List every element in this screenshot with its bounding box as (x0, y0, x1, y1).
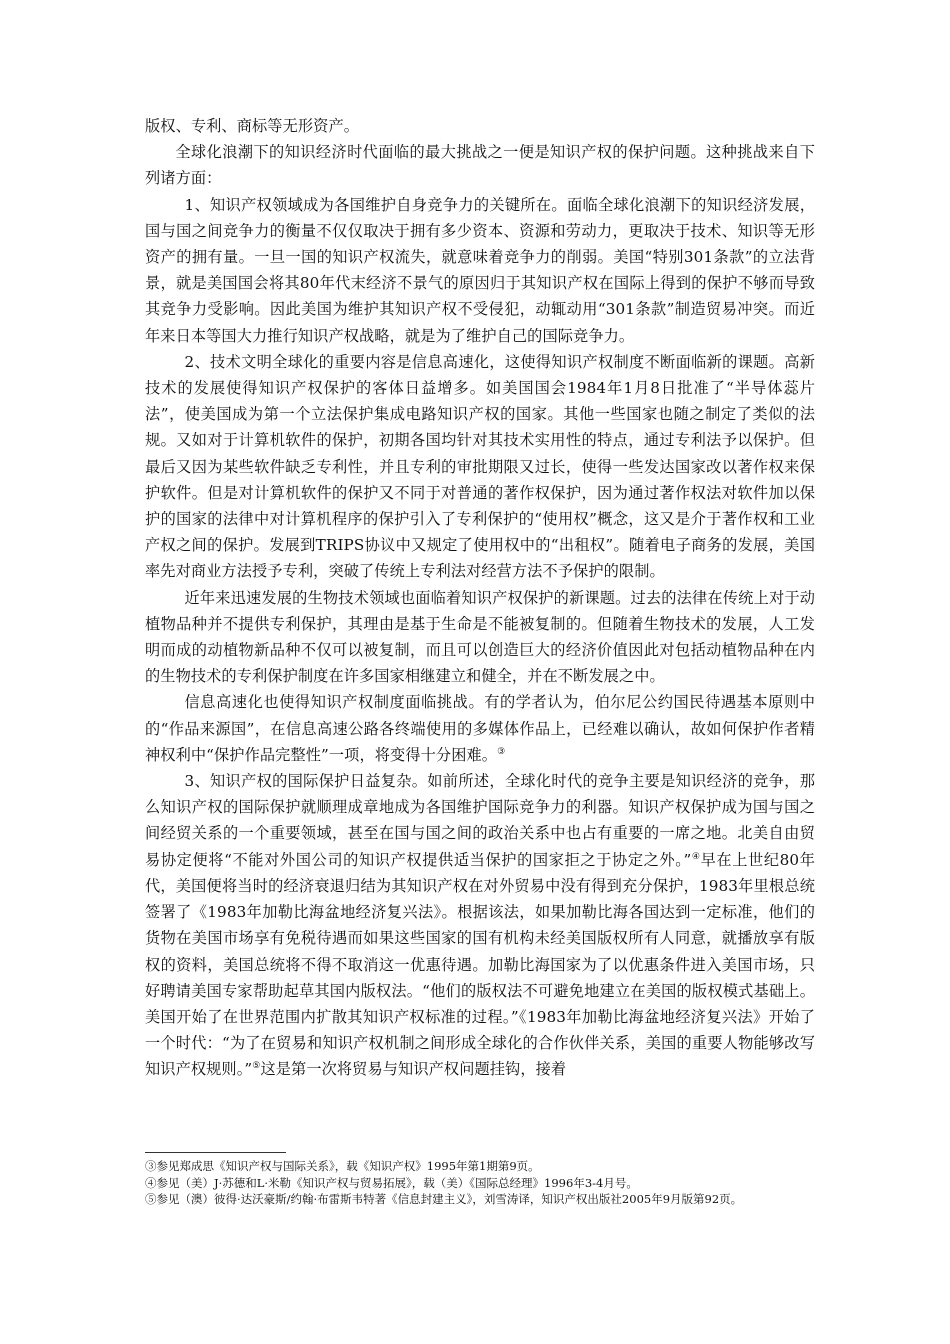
footnote-mark-5[interactable]: ⑤ (252, 1061, 261, 1072)
paragraph-info-highway: 信息高速化也使得知识产权制度面临挑战。有的学者认为，伯尔尼公约国民待遇基本原则中的“作品来源国”，在信息高速公路各终端使用的多媒体作品上，已经难以确认，故如何保护作者精神权利中“保护作品完整性”一项，将变得十分困难。③ (145, 693, 815, 764)
paragraph-biotech: 近年来迅速发展的生物技术领域也面临着知识产权保护的新课题。过去的法律在传统上对于动植物品种并不提供专利保护，其理由是基于生命是不能被复制的。但随着生物技术的发展，人工发明而成的动植物新品种不仅可以被复制，而且可以创造巨大的经济价值因此对包括动植物品种在内的生物技术的专利保护制度在许多国家相继建立和健全，并在不断发展之中。 (145, 588, 815, 686)
body-text (145, 113, 815, 1083)
paragraph-point-3: 3、知识产权的国际保护日益复杂。如前所述，全球化时代的竞争主要是知识经济的竞争，那么知识产权的国际保护就顺理成章地成为各国维护国际竞争力的利器。知识产权保护成为国与国之间经贸关系的一个重要领域，甚至在国与国之间的政治关系中也占有重要的一席之地。北美自由贸易协定便将“不能对外国公司的知识产权提供适当保护的国家拒之于协定之外。”④早在上世纪80年代，美国便将当时的经济衰退归结为其知识产权在对外贸易中没有得到充分保护，1983年里根总统签署了《1983年加勒比海盆地经济复兴法》。根据该法，如果加勒比海各国达到一定标准，他们的货物在美国市场享有免税待遇而如果这些国家的国有机构未经美国版权所有人同意，就播放享有版权的资料，美国总统将不得不取消这一优惠待遇。加勒比海国家为了以优惠条件进入美国市场，只好聘请美国专家帮助起草其国内版权法。“他们的版权法不可避免地建立在美国的版权模式基础上。美国开始了在世界范围内扩散其知识产权标准的过程。”《1983年加勒比海盆地经济复兴法》开始了一个时代：“为了在贸易和知识产权机制之间形成全球化的合作伙伴关系，美国的重要人物能够改写知识产权规则。”⑤这是第一次将贸易与知识产权问题挂钩，接着 (145, 772, 816, 1079)
paragraph-intro-fragment: 版权、专利、商标等无形资产。 (145, 117, 360, 135)
footnote-mark-4[interactable]: ④ (691, 851, 701, 862)
footnotes (145, 1158, 815, 1208)
paragraph-point-1: 1、知识产权领域成为各国维护自身竞争力的关键所在。面临全球化浪潮下的知识经济发展，国与国之间竞争力的衡量不仅仅取决于拥有多少资本、资源和劳动力，更取决于技术、知识等无形资产的拥有量。一旦一国的知识产权流失，就意味着竞争力的削弱。美国“特别301条款”的立法背景，就是美国国会将其80年代末经济不景气的原因归于其知识产权在国际上得到的保护不够而导致其竞争力受影响。因此美国为维护其知识产权不受侵犯，动辄动用“301条款”制造贸易冲突。而近年来日本等国大力推行知识产权战略，就是为了维护自己的国际竞争力。 (145, 195, 815, 345)
footnote-4: ④参见（美）J·苏德和L·米勒《知识产权与贸易拓展》，载（美）《国际总经理》1996年3-4月号。 (145, 1175, 638, 1190)
footnote-mark-3[interactable]: ③ (497, 746, 506, 757)
footnote-divider (145, 1152, 286, 1153)
paragraph-point-2: 2、技术文明全球化的重要内容是信息高速化，这使得知识产权制度不断面临新的课题。高新技术的发展使得知识产权保护的客体日益增多。如美国国会1984年1月8日批准了“半导体蕊片法”，使美国成为第一个立法保护集成电路知识产权的国家。其他一些国家也随之制定了类似的法规。又如对于计算机软件的保护，初期各国均针对其技术实用性的特点，通过专利法予以保护。但最后又因为某些软件缺乏专利性，并且专利的审批期限又过长，使得一些发达国家改以著作权来保护软件。但是对计算机软件的保护又不同于对普通的著作权保护，因为通过著作权法对软件加以保护的国家的法律中对计算机程序的保护引入了专利保护的“使用权”概念，这又是介于著作权和工业产权之间的保护。发展到TRIPS协议中又规定了使用权中的“出租权”。随着电子商务的发展，美国率先对商业方法授予专利，突破了传统上专利法对经营方法不予保护的限制。 (145, 352, 815, 581)
footnote-3: ③参见郑成思《知识产权与国际关系》，载《知识产权》1995年第1期第9页。 (145, 1159, 540, 1173)
paragraph-challenges-intro: 全球化浪潮下的知识经济时代面临的最大挑战之一便是知识产权的保护问题。这种挑战来自下列诸方面： (145, 143, 815, 188)
footnote-5: ⑤参见（澳）彼得·达沃豪斯/约翰·布雷斯韦特著《信息封建主义》，刘雪涛译，知识产权出版社2005年9月版第92页。 (145, 1192, 743, 1206)
